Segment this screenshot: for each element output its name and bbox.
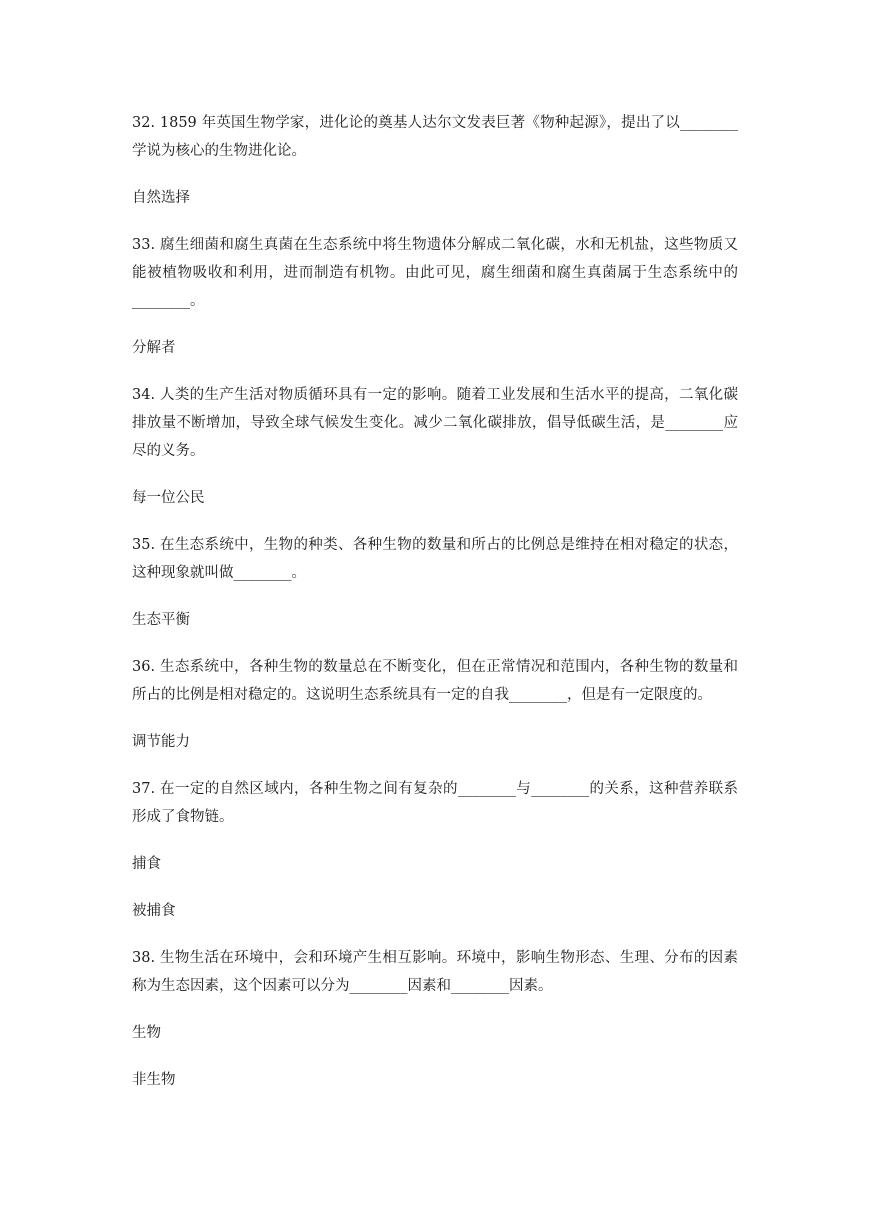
answer-37-b: 被捕食 bbox=[132, 903, 176, 919]
answer-36: 调节能力 bbox=[132, 734, 190, 750]
answer-33: 分解者 bbox=[132, 340, 176, 356]
answer-38-a: 生物 bbox=[132, 1025, 161, 1041]
question-37: 37. 在一定的自然区域内，各种生物之间有复杂的________与________的关系，这种营养联系形成了食物链。 bbox=[132, 781, 738, 825]
answer-37-a: 捕食 bbox=[132, 856, 161, 872]
question-list bbox=[132, 109, 738, 1094]
answer-35: 生态平衡 bbox=[132, 612, 190, 628]
answer-38-b: 非生物 bbox=[132, 1072, 176, 1088]
question-33: 33. 腐生细菌和腐生真菌在生态系统中将生物遗体分解成二氧化碳，水和无机盐，这些物质又能被植物吸收和利用，进而制造有机物。由此可见，腐生细菌和腐生真菌属于生态系统中的________。 bbox=[132, 237, 738, 309]
question-34: 34. 人类的生产生活对物质循环具有一定的影响。随着工业发展和生活水平的提高，二氧化碳排放量不断增加，导致全球气候发生变化。减少二氧化碳排放，倡导低碳生活，是________应尽的义务。 bbox=[132, 387, 738, 459]
question-32: 32. 1859 年英国生物学家，进化论的奠基人达尔文发表巨著《物种起源》，提出了以________学说为核心的生物进化论。 bbox=[132, 115, 738, 159]
question-35: 35. 在生态系统中，生物的种类、各种生物的数量和所占的比例总是维持在相对稳定的状态，这种现象就叫做________。 bbox=[132, 537, 738, 581]
question-38: 38. 生物生活在环境中，会和环境产生相互影响。环境中，影响生物形态、生理、分布的因素称为生态因素，这个因素可以分为________因素和________因素。 bbox=[132, 950, 738, 994]
question-36: 36. 生态系统中，各种生物的数量总在不断变化，但在正常情况和范围内，各种生物的数量和所占的比例是相对稳定的。这说明生态系统具有一定的自我________，但是有一定限度的。 bbox=[132, 659, 738, 703]
answer-32: 自然选择 bbox=[132, 190, 190, 206]
answer-34: 每一位公民 bbox=[132, 490, 205, 506]
